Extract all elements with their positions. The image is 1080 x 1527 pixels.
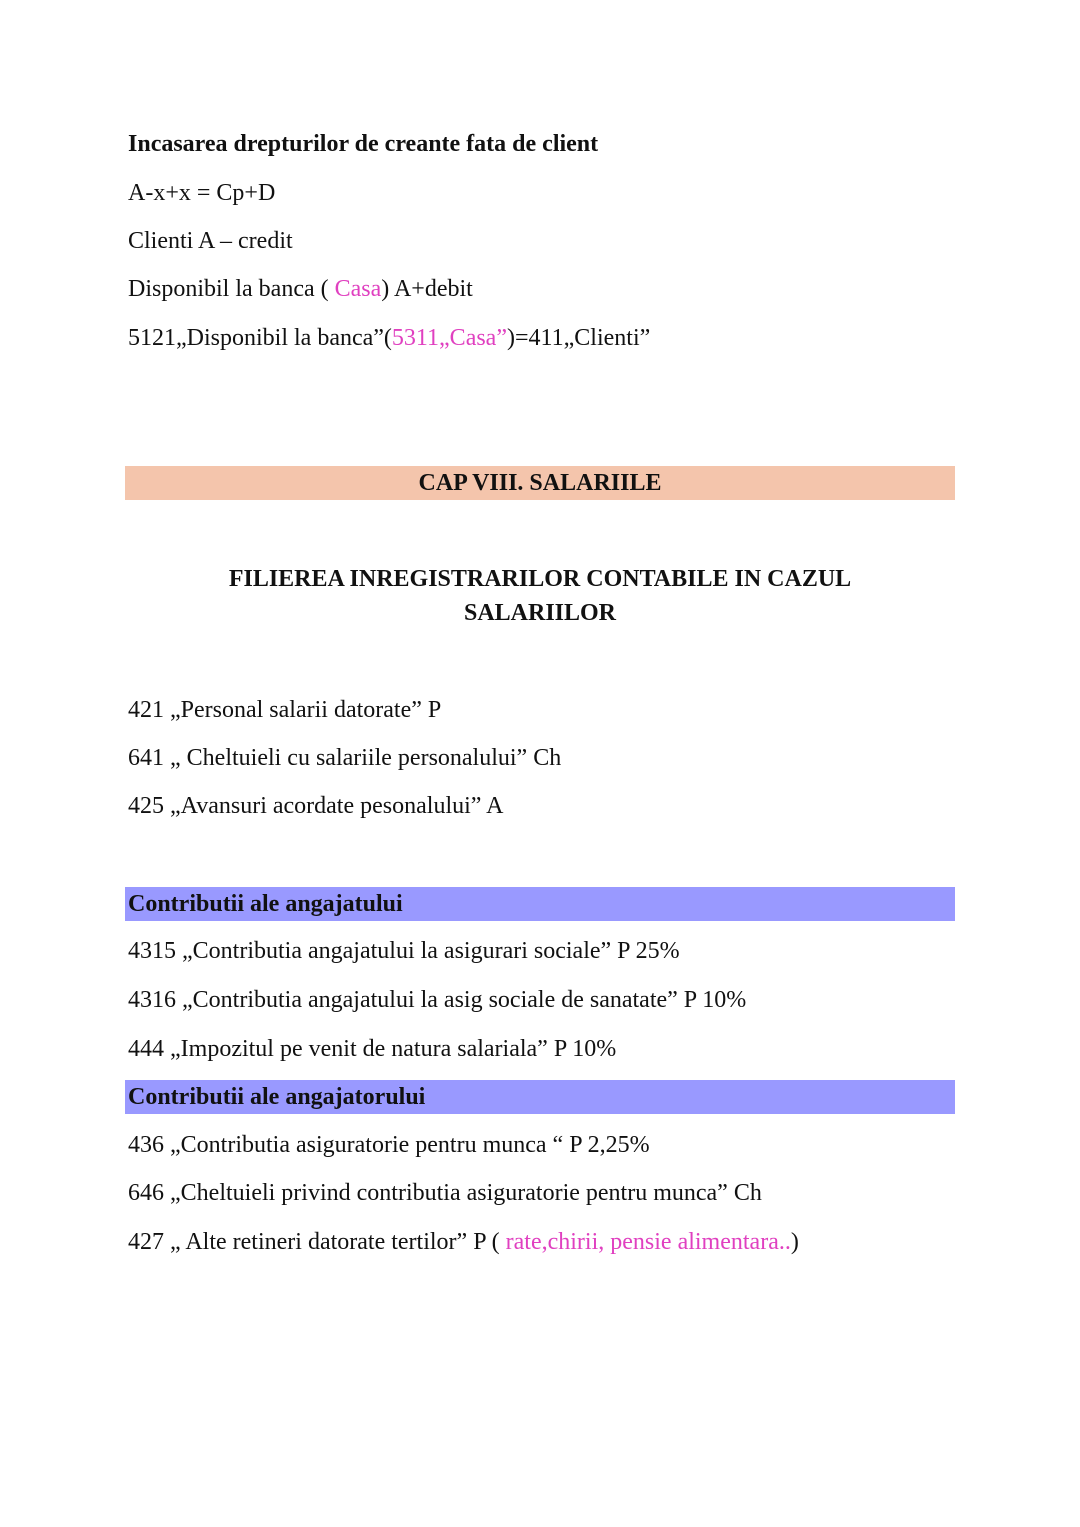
disponibil-suffix: ) A+debit <box>381 276 473 302</box>
section-heading: Incasarea drepturilor de creante fata de client <box>128 131 599 157</box>
casa-highlight: Casa <box>334 276 382 302</box>
employer-band <box>125 1080 955 1114</box>
chapter-title: CAP VIII. SALARIILE <box>418 470 662 496</box>
account-641: 641 „ Cheltuieli cu salariile personalului” Ch <box>128 745 562 771</box>
account-436: 436 „Contributia asiguratorie pentru munca “ P 2,25% <box>128 1132 650 1158</box>
account-427-highlight: rate,chirii, pensie alimentara.. <box>505 1229 791 1255</box>
disponibil-line <box>128 274 473 304</box>
account-4315: 4315 „Contributia angajatului la asigurari sociale” P 25% <box>128 938 680 964</box>
entry-suffix: )=411„Clienti” <box>507 325 651 351</box>
employer-heading: Contributii ale angajatorului <box>128 1084 426 1110</box>
account-427-suffix: ) <box>790 1229 799 1255</box>
subtitle-line-1: FILIEREA INREGISTRARILOR CONTABILE IN CAZUL <box>228 566 852 592</box>
account-427-text: 427 „ Alte retineri datorate tertilor” P ( <box>128 1229 506 1255</box>
formula-line: A-x+x = Cp+D <box>128 180 276 206</box>
journal-entry-line <box>128 323 650 353</box>
disponibil-text: Disponibil la banca ( <box>128 276 335 302</box>
chapter-band <box>125 466 955 500</box>
clienti-line: Clienti A – credit <box>128 228 293 254</box>
subtitle-line-2: SALARIILOR <box>463 600 617 626</box>
account-646: 646 „Cheltuieli privind contributia asiguratorie pentru munca” Ch <box>128 1180 762 1206</box>
account-4316: 4316 „Contributia angajatului la asig sociale de sanatate” P 10% <box>128 987 747 1013</box>
entry-text: 5121„Disponibil la banca”( <box>128 325 392 351</box>
entry-highlight: 5311„Casa” <box>391 325 507 351</box>
employee-heading: Contributii ale angajatului <box>128 891 403 917</box>
employee-band <box>125 887 955 921</box>
account-421: 421 „Personal salarii datorate” P <box>128 697 442 723</box>
account-444: 444 „Impozitul pe venit de natura salariala” P 10% <box>128 1036 617 1062</box>
account-427 <box>128 1227 799 1257</box>
account-425: 425 „Avansuri acordate pesonalului” A <box>128 793 504 819</box>
